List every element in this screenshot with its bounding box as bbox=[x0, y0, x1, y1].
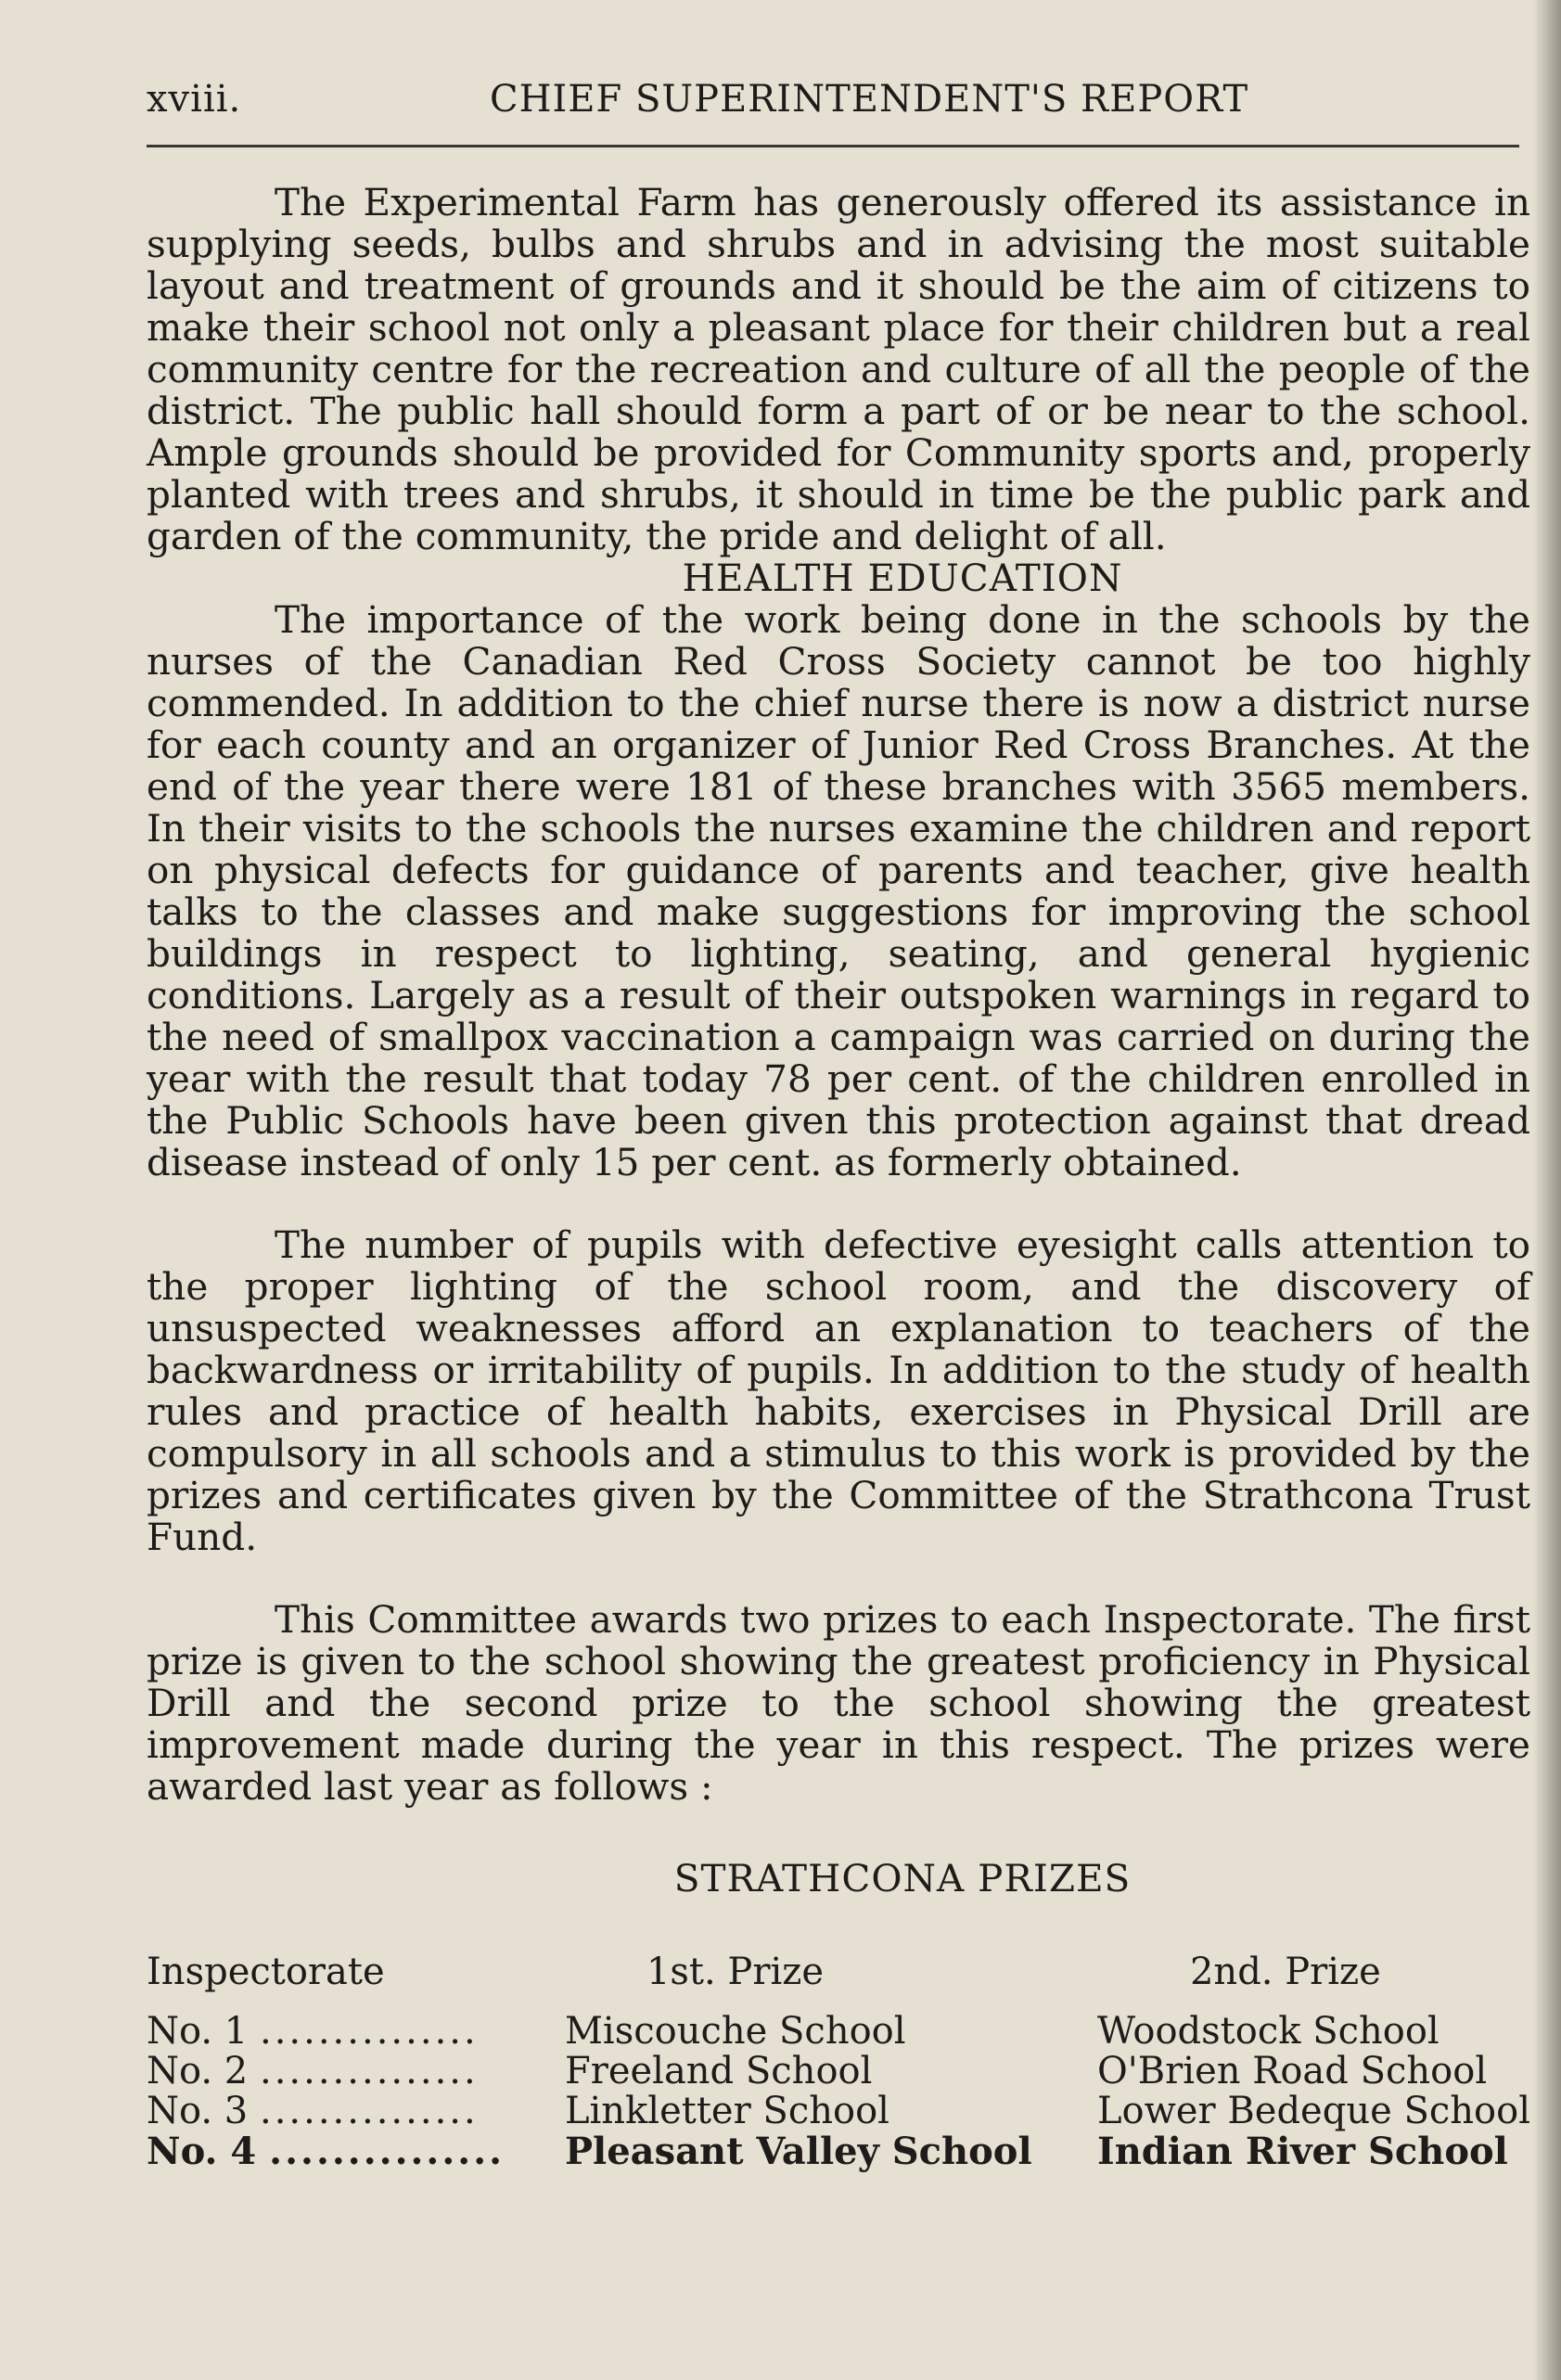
table-row bbox=[147, 2131, 1530, 2171]
second-prize-cell: Indian River School bbox=[1096, 2130, 1508, 2173]
dot-leader: ............... bbox=[259, 2090, 479, 2132]
second-prize-cell: Lower Bedeque School bbox=[1096, 2090, 1530, 2132]
dot-leader: ............... bbox=[269, 2130, 505, 2173]
table-row bbox=[147, 2012, 1530, 2052]
paragraph-committee-awards: This Committee awards two prizes to each Inspectorate. The first prize is given to the school showing the greatest proficiency in Physical Drill and the second prize to the school showing the greatest improvement made during the year in this respect. The prizes were awarded last year as follows : bbox=[147, 1597, 1530, 1809]
first-prize-cell: Freeland School bbox=[564, 2050, 873, 2092]
page-body bbox=[147, 182, 1530, 2171]
first-prize-cell: Miscouche School bbox=[564, 2010, 906, 2053]
table-row bbox=[147, 2052, 1530, 2092]
prizes-table-header bbox=[147, 1951, 1530, 2012]
first-prize-cell: Pleasant Valley School bbox=[564, 2130, 1032, 2173]
column-header-second-prize: 2nd. Prize bbox=[1189, 1951, 1381, 1993]
running-head: CHIEF SUPERINTENDENT'S REPORT bbox=[490, 78, 1249, 121]
second-prize-cell: Woodstock School bbox=[1096, 2010, 1439, 2053]
second-prize-cell: O'Brien Road School bbox=[1096, 2050, 1488, 2092]
section-heading-health-education: HEALTH EDUCATION bbox=[682, 556, 1123, 600]
inspectorate-cell: No. 3 bbox=[147, 2090, 249, 2132]
page-edge-shadow bbox=[1533, 0, 1561, 2380]
first-prize-cell: Linkletter School bbox=[564, 2090, 889, 2132]
paragraph-defective-eyesight: The number of pupils with defective eyesight calls attention to the proper lighting of the school room, and the discovery of unsuspected weaknesses afford an explanation to teachers of the backwardness or irritability of pupils. In addition to the study of health rules and practice of health habits, exercises in Physical Drill are compulsory in all schools and a stimulus to this work is provided by the prizes and certificates given by the Committee of the Strathcona Trust Fund. bbox=[147, 1222, 1530, 1559]
column-header-first-prize: 1st. Prize bbox=[646, 1951, 824, 1993]
inspectorate-cell: No. 4 bbox=[147, 2130, 257, 2173]
paragraph-red-cross-nurses: The importance of the work being done in the schools by the nurses of the Canadian Red Cross Society cannot be too highly commended. In addition to the chief nurse there is now a district nurse for each county and an organizer of Junior Red Cross Branches. At the end of the year there were 181 of these branches with 3565 members. In their visits to the schools the nurses examine the children and report on physical defects for guidance of parents and teacher, give health talks to the classes and make suggestions for improving the school buildings in respect to lighting, seating, and general hygienic conditions. Largely as a result of their outspoken warnings in regard to the need of smallpox vaccination a campaign was carried on during the year with the result that today 78 per cent. of the children enrolled in the Public Schools have been given this protection against that dread disease instead of only 15 per cent. as formerly obtained. bbox=[147, 597, 1530, 1184]
section-heading-strathcona-prizes: STRATHCONA PRIZES bbox=[673, 1856, 1132, 1900]
paragraph-experimental-farm: The Experimental Farm has generously offered its assistance in supplying seeds, bulbs and shrubs and in advising the most suitable layout and treatment of grounds and it should be the aim of citizens to make their school not only a pleasant place for their children but a real community centre for the recreation and culture of all the people of the district. The public hall should form a part of or be near to the school. Ample grounds should be provided for Community sports and, properly planted with trees and shrubs, it should in time be the public park and garden of the community, the pride and delight of all. bbox=[147, 180, 1530, 558]
table-row bbox=[147, 2092, 1530, 2131]
column-header-inspectorate: Inspectorate bbox=[147, 1951, 385, 1993]
dot-leader: ............... bbox=[259, 2050, 479, 2092]
inspectorate-cell: No. 1 bbox=[147, 2010, 249, 2053]
inspectorate-cell: No. 2 bbox=[147, 2050, 249, 2092]
dot-leader: ............... bbox=[259, 2010, 479, 2053]
prizes-table bbox=[147, 1951, 1530, 2171]
page-header bbox=[147, 78, 1519, 147]
page-number: xviii. bbox=[147, 78, 242, 121]
